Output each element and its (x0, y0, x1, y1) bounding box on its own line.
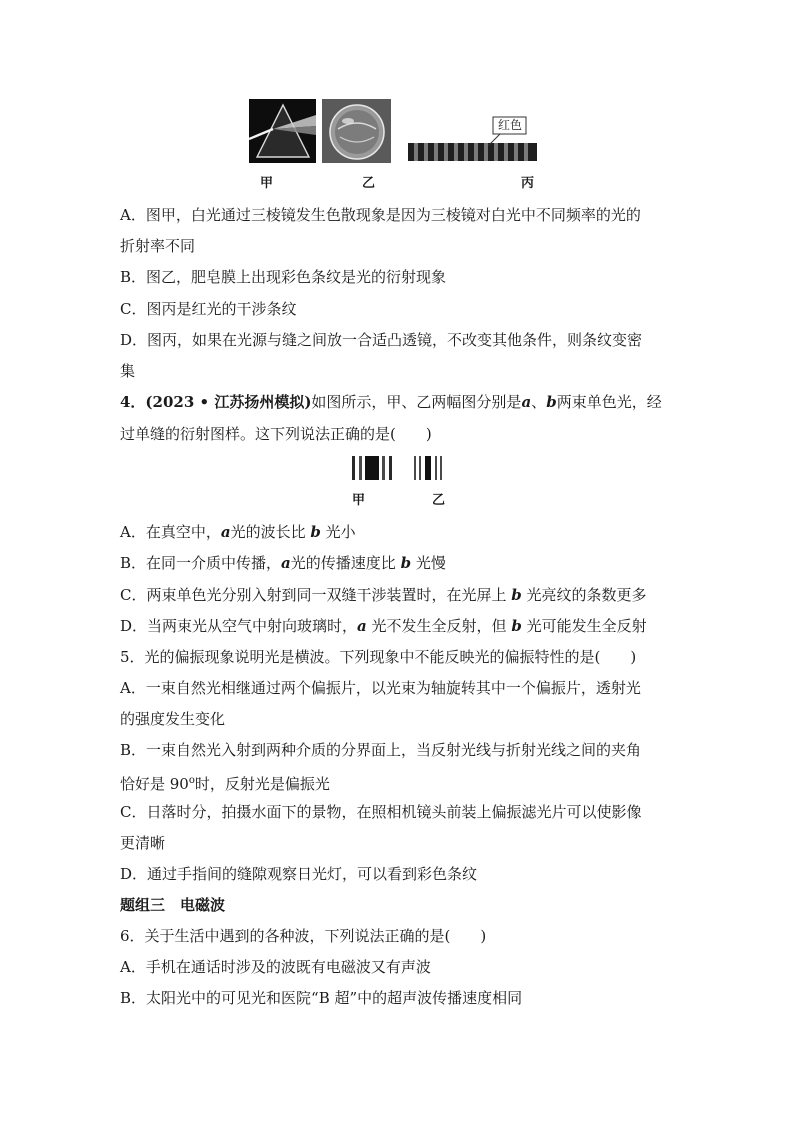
q5-stem: 5．光的偏振现象说明光是横波。下列现象中不能反映光的偏振特性的是( ) (120, 648, 637, 666)
q3-option-d-line1: D．图丙，如果在光源与缝之间放一合适凸透镜，不改变其他条件，则条纹变密 (120, 331, 643, 349)
q5-option-c-line2: 更清晰 (120, 834, 166, 852)
q5-option-b-line2: 恰好是 90$^o$时，反射光是偏振光 (120, 775, 330, 793)
q3-option-a-line1: A．图甲，白光通过三棱镜发生色散现象是因为三棱镜对白光中不同频率的光的 (120, 206, 641, 224)
q3-option-b: B．图乙，肥皂膜上出现彩色条纹是光的衍射现象 (120, 268, 447, 286)
prism-figure (249, 99, 316, 163)
red-label: 红色 (497, 118, 522, 132)
q5-option-c-line1: C．日落时分，拍摄水面下的景物，在照相机镜头前装上偏振滤光片可以使影像 (120, 803, 642, 821)
q5-option-a-line1: A．一束自然光相继通过两个偏振片，以光束为轴旋转其中一个偏振片，透射光 (120, 679, 641, 697)
q4-number-source: 4．(2023 • 江苏扬州模拟) (120, 393, 312, 411)
q4-caption-yi: 乙 (432, 493, 446, 508)
soap-bubble-figure (322, 99, 391, 163)
q4-option-c: C．两束单色光分别入射到同一双缝干涉装置时，在光屏上 b 光亮纹的条数更多 (120, 586, 647, 604)
q3-option-d-line2: 集 (120, 362, 136, 380)
q4-stem-line2: 过单缝的衍射图样。这下列说法正确的是( ) (120, 425, 432, 443)
q6-option-b: B．太阳光中的可见光和医院“B 超”中的超声波传播速度相同 (120, 989, 523, 1007)
q5-option-a-line2: 的强度发生变化 (120, 710, 226, 728)
q5-option-d: D．通过手指间的缝隙观察日光灯，可以看到彩色条纹 (120, 865, 478, 883)
q3-option-a-line2: 折射率不同 (120, 237, 196, 255)
section-title: 题组三 电磁波 (120, 896, 226, 914)
q3-option-c: C．图丙是红光的干涉条纹 (120, 300, 297, 318)
diffraction-pattern-jia (352, 456, 392, 480)
q4-option-d: D．当两束光从空气中射向玻璃时，a 光不发生全反射，但 b 光可能发生全反射 (120, 617, 647, 635)
q6-stem: 6．关于生活中遇到的各种波，下列说法正确的是( ) (120, 927, 487, 945)
q5-option-b-line1: B．一束自然光入射到两种介质的分界面上，当反射光线与折射光线之间的夹角 (120, 741, 642, 759)
caption-yi: 乙 (362, 176, 376, 191)
q6-option-a: A．手机在通话时涉及的波既有电磁波又有声波 (120, 958, 431, 976)
q4-caption-jia: 甲 (352, 493, 366, 508)
caption-jia: 甲 (260, 176, 274, 191)
interference-fringe-figure (408, 116, 538, 164)
q4-option-a: A．在真空中，a光的波长比 b 光小 (120, 523, 356, 541)
q4-stem-line1: 4．(2023 • 江苏扬州模拟)如图所示，甲、乙两幅图分别是a、b两束单色光，经 (120, 393, 662, 411)
q4-option-b: B．在同一介质中传播，a光的传播速度比 b 光慢 (120, 554, 446, 572)
caption-bing: 丙 (521, 176, 535, 191)
diffraction-pattern-yi (414, 456, 442, 480)
